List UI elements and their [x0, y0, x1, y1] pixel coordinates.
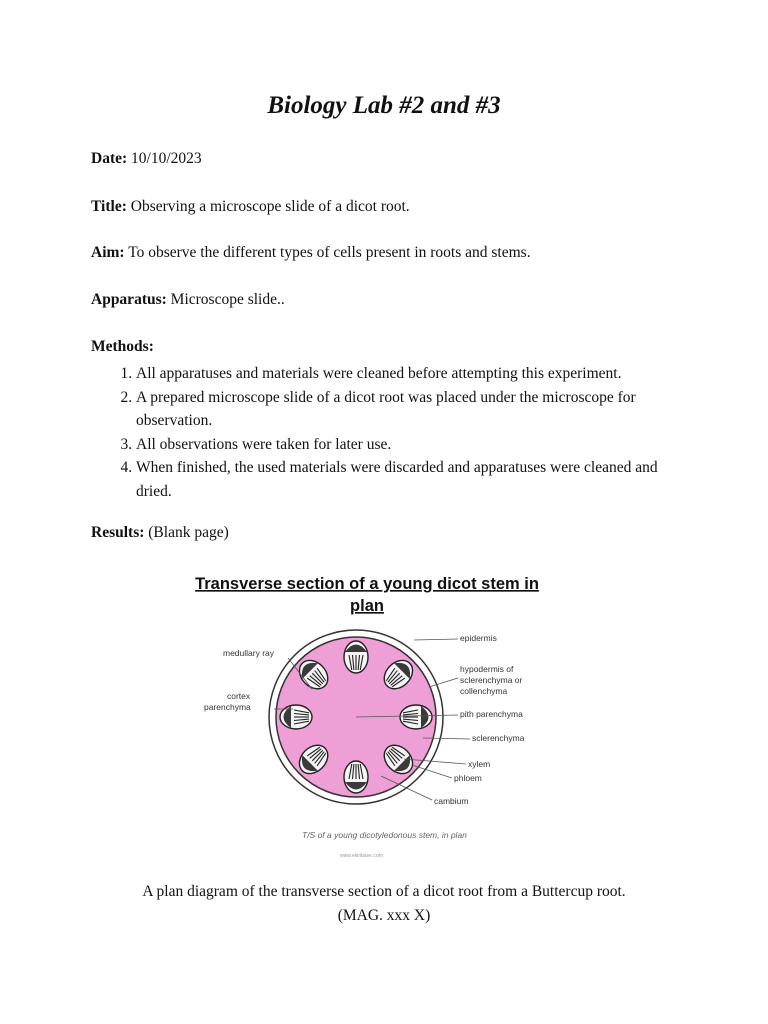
vascular-bundle	[344, 641, 368, 673]
label-epidermis: epidermis	[460, 633, 497, 643]
label-medullary-ray: medullary ray	[223, 648, 275, 658]
vascular-bundle	[280, 705, 312, 729]
methods-list	[91, 362, 696, 503]
diagram-inner-caption: T/S of a young dicotyledonous stem, in plan	[302, 830, 467, 840]
apparatus-label: Apparatus:	[91, 291, 167, 308]
diagram-source-mark: www.ekinbase.com	[340, 853, 383, 859]
aim-value: To observe the different types of cells present in roots and stems.	[128, 244, 531, 261]
title-label: Title:	[91, 198, 127, 215]
diagram-heading-line1: Transverse section of a young dicot stem in	[195, 575, 539, 593]
method-step: 4. When finished, the used materials were discarded and apparatuses were cleaned and dried.	[136, 456, 696, 503]
method-step: 3. All observations were taken for later use.	[136, 433, 696, 457]
label-hypodermis-1: hypodermis of	[460, 664, 514, 674]
figure-caption	[0, 880, 768, 927]
caption-line2: (MAG. xxx X)	[337, 906, 431, 924]
date-label: Date:	[91, 150, 128, 167]
vascular-bundle	[400, 705, 432, 729]
label-cortex-2: parenchyma	[204, 702, 251, 712]
date-value: 10/10/2023	[131, 150, 202, 167]
label-pith: pith parenchyma	[460, 709, 523, 719]
diagram-heading-line2: plan	[350, 597, 384, 615]
apparatus-line	[91, 291, 285, 309]
results-value: (Blank page)	[148, 524, 229, 541]
label-hypodermis-3: collenchyma	[460, 686, 508, 696]
caption-line1: A plan diagram of the transverse section of a dicot root from a Buttercup root.	[142, 883, 626, 900]
label-xylem: xylem	[468, 759, 491, 769]
title-line	[91, 198, 410, 216]
label-hypodermis-2: sclerenchyma or	[460, 675, 523, 685]
method-step: 1. All apparatuses and materials were cleaned before attempting this experiment.	[136, 362, 696, 386]
aim-line	[91, 244, 531, 262]
aim-label: Aim:	[91, 244, 125, 261]
results-label: Results:	[91, 524, 145, 541]
label-cambium: cambium	[434, 796, 469, 806]
title-value: Observing a microscope slide of a dicot root.	[130, 198, 410, 215]
methods-label: Methods:	[91, 338, 154, 355]
label-sclerenchyma: sclerenchyma	[472, 733, 525, 743]
method-step: 2. A prepared microscope slide of a dicot root was placed under the microscope for observation.	[136, 386, 696, 433]
apparatus-value: Microscope slide..	[170, 291, 285, 308]
stem-diagram	[176, 566, 558, 866]
page-title: Biology Lab #2 and #3	[267, 92, 501, 119]
methods-section	[91, 338, 696, 503]
results-line	[91, 524, 229, 542]
label-phloem: phloem	[454, 773, 482, 783]
date-line	[91, 150, 202, 168]
label-cortex-1: cortex	[227, 691, 251, 701]
vascular-bundle	[344, 761, 368, 793]
